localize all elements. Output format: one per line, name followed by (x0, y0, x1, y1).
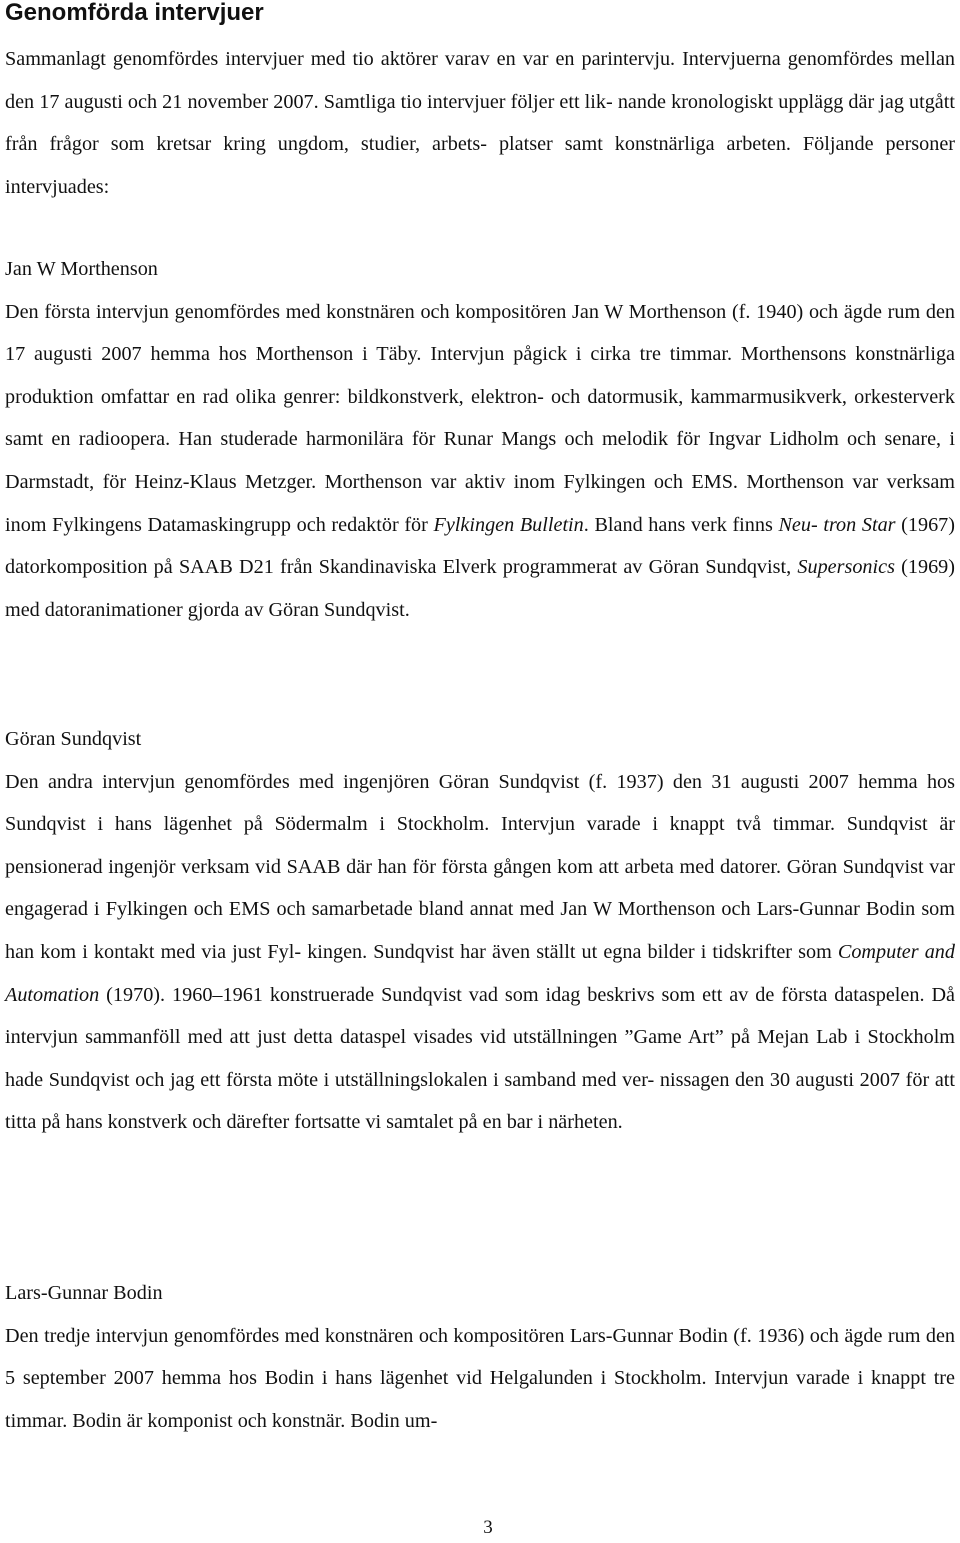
sundqvist-line: intervjun sammanföll med att just detta dataspel visades vid utställningen ”Game Art” på Mejan (5, 1026, 809, 1049)
morthenson-section (5, 248, 955, 631)
intro-line: platser samt konstnärliga arbeten. Följande personer intervjuades: (5, 133, 956, 198)
intro-paragraph (5, 38, 955, 208)
morthenson-line: inom Fylkingens Datamaskingrupp och redaktör för (5, 513, 434, 536)
bodin-line: 1936) och ägde rum den 5 september 2007 hemma hos Bodin i hans lägenhet vid Helgalunden i (5, 1324, 956, 1390)
morthenson-line: Heinz-Klaus Metzger. Morthenson var aktiv inom Fylkingen och EMS. Morthenson var verksam (134, 470, 955, 493)
morthenson-line: tre timmar. Morthensons konstnärliga produktion omfattar en rad olika genrer: bildkonstverk, (5, 343, 955, 408)
bodin-line: Stockholm. Intervjun varade i knappt tre timmar. Bodin är komponist och konstnär. Bodin um- (5, 1367, 955, 1432)
morthenson-line: elektron- och datormusik, kammarmusikverk, orkesterverk samt en radioopera. Han studerade (5, 385, 956, 451)
sundqvist-line: arbeta med datorer. Göran Sundqvist var engagerad i Fylkingen och EMS och samarbetade bland (5, 855, 956, 921)
sundqvist-line: nissagen den 30 augusti 2007 för att titta på hans konstverk och därefter fortsatte vi samtalet på (5, 1068, 956, 1134)
page-number: 3 (483, 1517, 493, 1538)
sundqvist-line: en bar i närheten. (482, 1111, 623, 1134)
morthenson-line: 1940) och ägde rum den 17 augusti 2007 hemma hos Morthenson i Täby. Intervjun pågick i cirka (5, 300, 956, 366)
sundqvist-line: (1970). (99, 983, 166, 1006)
bodin-line: Den tredje intervjun genomfördes med konstnären och kompositören Lars-Gunnar Bodin (f. (5, 1324, 752, 1347)
morthenson-text: (1967) datorkomposition på SAAB D21 från Skandinaviska Elverk programmerat av (5, 513, 956, 579)
work-title-neutron-star-part1: Neu- (778, 513, 818, 536)
sundqvist-line: annat med Jan W Morthenson och Lars-Gunnar Bodin som han kom i kontakt med via just Fyl- (5, 898, 955, 963)
morthenson-text: (1969) med datoranimationer gjorda av Göran Sundqvist. (5, 556, 956, 621)
work-title-computer-and-automation: Computer and Automation (5, 940, 955, 1006)
morthenson-line: Den första intervjun genomfördes med konstnären och kompositören Jan W Morthenson (f. (5, 300, 751, 323)
sundqvist-line: 1960–1961 konstruerade Sundqvist vad som idag beskrivs som ett av de första dataspelen. Då (172, 983, 955, 1006)
work-title-neutron-star-part2: tron Star (823, 513, 896, 536)
sundqvist-section (5, 718, 955, 1144)
morthenson-name: Jan W Morthenson (5, 258, 158, 280)
morthenson-line: harmonilära för Runar Mangs och melodik för Ingvar Lidholm och senare, i Darmstadt, för (5, 428, 956, 493)
intro-line: genomfördes mellan den 17 augusti och 21 november 2007. Samtliga tio intervjuer följer ett lik- (5, 48, 956, 113)
sundqvist-line: timmar. Sundqvist är pensionerad ingenjör verksam vid SAAB där han för första gången kom att (5, 813, 956, 878)
sundqvist-name: Göran Sundqvist (5, 728, 142, 750)
sundqvist-line: Lab i Stockholm hade Sundqvist och jag ett första möte i utställningslokalen i samband med ver- (5, 1026, 956, 1091)
bodin-section (5, 1272, 955, 1442)
morthenson-text: Göran Sundqvist, (648, 556, 798, 579)
sundqvist-line: hemma hos Sundqvist i hans lägenhet på Södermalm i Stockholm. Intervjun varade i knappt två (5, 770, 955, 836)
morthenson-text: . Bland hans verk finns (583, 513, 779, 536)
sundqvist-line: Den andra intervjun genomfördes med ingenjören Göran Sundqvist (f. 1937) den 31 augusti 2007 (5, 770, 849, 793)
work-title-supersonics: Supersonics (797, 556, 895, 579)
page-heading: Genomförda intervjuer (5, 0, 264, 26)
intro-line: nande kronologiskt upplägg där jag utgått från frågor som kretsar kring ungdom, studier, arbets- (5, 90, 955, 156)
intro-line: Sammanlagt genomfördes intervjuer med tio aktörer varav en var en parintervju. Intervjuerna (5, 48, 781, 70)
bodin-name: Lars-Gunnar Bodin (5, 1282, 163, 1304)
sundqvist-line: kingen. Sundqvist har även ställt ut egna bilder i tidskrifter som (307, 940, 838, 963)
work-title-fylkingen-bulletin: Fylkingen Bulletin (433, 513, 584, 536)
